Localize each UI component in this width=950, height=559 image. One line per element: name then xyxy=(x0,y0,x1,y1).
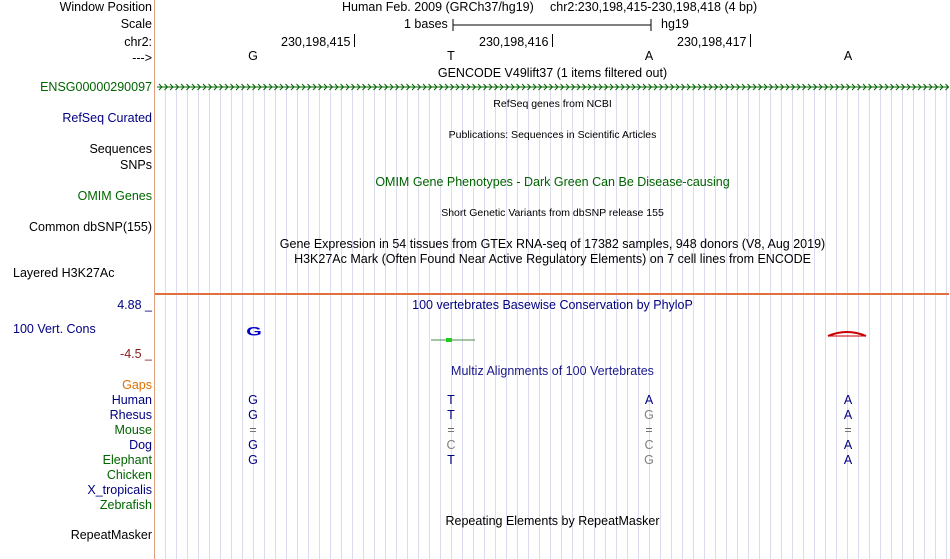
gridline xyxy=(440,85,441,559)
gridline xyxy=(341,85,342,559)
gridline xyxy=(825,85,826,559)
gridline xyxy=(759,85,760,559)
gridline xyxy=(814,85,815,559)
coord-1: 230,198,415 xyxy=(281,35,351,49)
multiz-track-title[interactable]: Multiz Alignments of 100 Vertebrates xyxy=(451,364,654,378)
gridline xyxy=(627,85,628,559)
species-xtropicalis-label: X_tropicalis xyxy=(87,483,152,497)
gridline xyxy=(297,85,298,559)
omim-genes-label[interactable]: OMIM Genes xyxy=(77,189,152,203)
gencode-gene-feature[interactable] xyxy=(157,80,949,95)
gridline xyxy=(594,85,595,559)
ruler-base-2: T xyxy=(447,49,455,63)
repeatmasker-track-title[interactable]: Repeating Elements by RepeatMasker xyxy=(445,514,660,528)
scale-bar xyxy=(450,17,656,33)
gridline xyxy=(946,85,947,559)
gridline xyxy=(385,85,386,559)
phylop-logo-t xyxy=(428,334,478,344)
species-human-label: Human xyxy=(111,393,152,407)
alignment-base-dog: G xyxy=(248,438,258,452)
gridline xyxy=(726,85,727,559)
conservation-max-label: 4.88 _ xyxy=(117,298,152,312)
alignment-base-human: G xyxy=(248,393,258,407)
gridline xyxy=(506,85,507,559)
gridline xyxy=(649,85,650,559)
layered-h3k27ac-label[interactable]: Layered H3K27Ac xyxy=(13,266,115,280)
species-dog-label: Dog xyxy=(129,438,152,452)
gridline xyxy=(935,85,936,559)
gridline xyxy=(418,85,419,559)
gridline xyxy=(308,85,309,559)
species-chicken-label: Chicken xyxy=(106,468,152,482)
alignment-base-elephant: T xyxy=(447,453,455,467)
ruler-base-1: G xyxy=(248,49,258,63)
alignment-base-dog: A xyxy=(843,438,853,452)
gridline xyxy=(770,85,771,559)
gridline xyxy=(374,85,375,559)
assembly-short: hg19 xyxy=(661,17,689,31)
svg-text:G: G xyxy=(246,324,262,339)
gridline xyxy=(407,85,408,559)
gridline xyxy=(330,85,331,559)
gridline xyxy=(836,85,837,559)
gridline xyxy=(187,85,188,559)
gridline xyxy=(539,85,540,559)
refseq-track-title[interactable]: RefSeq genes from NCBI xyxy=(493,98,612,110)
alignment-base-mouse: = xyxy=(844,423,852,437)
common-dbsnp-label[interactable]: Common dbSNP(155) xyxy=(29,220,152,234)
phylop-track-title[interactable]: 100 vertebrates Basewise Conservation by PhyloP xyxy=(412,298,693,312)
gridline xyxy=(429,85,430,559)
gridline xyxy=(517,85,518,559)
alignment-base-rhesus: T xyxy=(447,408,455,422)
gridline xyxy=(671,85,672,559)
gridline xyxy=(561,85,562,559)
species-zebrafish-label: Zebrafish xyxy=(99,498,152,512)
phylop-logo-a xyxy=(824,328,870,340)
alignment-base-rhesus: G xyxy=(644,408,654,422)
gridline xyxy=(891,85,892,559)
position-title: chr2:230,198,415-230,198,418 (4 bp) xyxy=(550,0,758,14)
gencode-track-title[interactable]: GENCODE V49lift37 (1 items filtered out) xyxy=(437,66,668,80)
gridline xyxy=(528,85,529,559)
gridline xyxy=(902,85,903,559)
gridline xyxy=(220,85,221,559)
gaps-label: Gaps xyxy=(122,378,152,392)
alignment-base-elephant: G xyxy=(644,453,654,467)
gridline xyxy=(693,85,694,559)
gridline xyxy=(616,85,617,559)
gridline xyxy=(913,85,914,559)
gridline xyxy=(462,85,463,559)
alignment-base-mouse: = xyxy=(249,423,257,437)
gridline xyxy=(792,85,793,559)
gridline xyxy=(748,85,749,559)
conservation-min-label: -4.5 _ xyxy=(120,347,152,361)
sequences-label[interactable]: Sequences xyxy=(89,142,152,156)
gridline xyxy=(715,85,716,559)
label-divider xyxy=(154,0,155,559)
gridline xyxy=(176,85,177,559)
chromosome-label: chr2: xyxy=(124,35,152,49)
gridline xyxy=(286,85,287,559)
alignment-base-mouse: = xyxy=(447,423,455,437)
alignment-base-elephant: G xyxy=(248,453,258,467)
gridline xyxy=(583,85,584,559)
gridline xyxy=(572,85,573,559)
gridline xyxy=(924,85,925,559)
vert-cons-label[interactable]: 100 Vert. Cons xyxy=(13,322,96,336)
gridline xyxy=(473,85,474,559)
gencode-gene-label[interactable]: ENSG00000290097 xyxy=(40,80,152,94)
gridline xyxy=(451,85,452,559)
gridline xyxy=(858,85,859,559)
ruler-tick-1 xyxy=(354,34,355,47)
h3k27ac-track-title[interactable]: H3K27Ac Mark (Often Found Near Active Regulatory Elements) on 7 cell lines from ENCODE xyxy=(294,252,811,266)
gridline xyxy=(363,85,364,559)
gridline xyxy=(682,85,683,559)
species-mouse-label: Mouse xyxy=(114,423,152,437)
alignment-base-elephant: A xyxy=(843,453,853,467)
gridline xyxy=(880,85,881,559)
alignment-base-rhesus: A xyxy=(843,408,853,422)
gridline xyxy=(396,85,397,559)
omim-track-title[interactable]: OMIM Gene Phenotypes - Dark Green Can Be Disease-causing xyxy=(375,175,730,189)
alignment-base-dog: C xyxy=(644,438,654,452)
snps-label[interactable]: SNPs xyxy=(120,158,152,172)
alignment-base-human: A xyxy=(644,393,654,407)
alignment-base-human: T xyxy=(447,393,455,407)
ruler-base-4: A xyxy=(843,49,853,63)
gridline xyxy=(495,85,496,559)
h3k27ac-signal-line xyxy=(155,293,949,295)
alignment-base-dog: C xyxy=(446,438,456,452)
gridline xyxy=(550,85,551,559)
ruler-tick-3 xyxy=(750,34,751,47)
gridline xyxy=(319,85,320,559)
gtex-track-title[interactable]: Gene Expression in 54 tissues from GTEx RNA-seq of 17382 samples, 948 donors (V8, Aug 2019) xyxy=(279,237,826,251)
repeatmasker-label[interactable]: RepeatMasker xyxy=(70,528,152,542)
refseq-curated-label[interactable]: RefSeq Curated xyxy=(62,111,152,125)
gridline xyxy=(803,85,804,559)
scale-text: 1 bases xyxy=(404,17,448,31)
gridline xyxy=(869,85,870,559)
gridline xyxy=(198,85,199,559)
phylop-logo-g xyxy=(228,320,280,340)
strand-arrow-label[interactable]: ---> xyxy=(132,51,152,65)
gridline xyxy=(605,85,606,559)
gridline xyxy=(847,85,848,559)
alignment-base-human: A xyxy=(843,393,853,407)
coord-2: 230,198,416 xyxy=(479,35,549,49)
ruler-base-3: A xyxy=(644,49,654,63)
ruler-tick-2 xyxy=(552,34,553,47)
alignment-base-rhesus: G xyxy=(248,408,258,422)
scale-label: Scale xyxy=(120,17,152,31)
gridline xyxy=(660,85,661,559)
gridline xyxy=(737,85,738,559)
gridline xyxy=(209,85,210,559)
gridline xyxy=(638,85,639,559)
alignment-base-mouse: = xyxy=(645,423,653,437)
publications-track-title[interactable]: Publications: Sequences in Scientific Articles xyxy=(448,129,657,141)
gridline xyxy=(484,85,485,559)
gridline xyxy=(352,85,353,559)
gridline xyxy=(704,85,705,559)
species-elephant-label: Elephant xyxy=(102,453,152,467)
species-rhesus-label: Rhesus xyxy=(109,408,152,422)
coord-3: 230,198,417 xyxy=(677,35,747,49)
assembly-title: Human Feb. 2009 (GRCh37/hg19) xyxy=(342,0,534,14)
dbsnp-track-title[interactable]: Short Genetic Variants from dbSNP release 155 xyxy=(441,207,664,219)
gridline xyxy=(165,85,166,559)
window-position-label: Window Position xyxy=(59,0,152,14)
gridline xyxy=(781,85,782,559)
